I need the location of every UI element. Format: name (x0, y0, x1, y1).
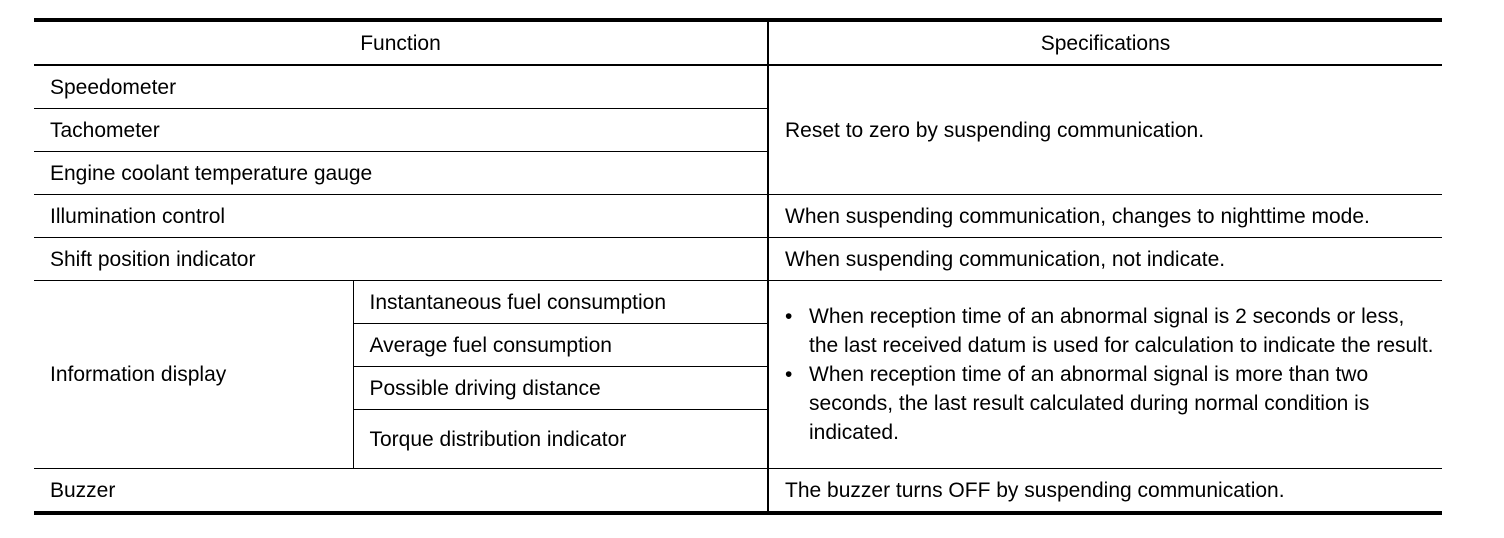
function-speedometer: Speedometer (34, 65, 768, 109)
spec-illumination: When suspending communication, changes to nighttime mode. (768, 195, 1442, 238)
table-row (34, 281, 1442, 324)
bullet-icon: • (785, 363, 793, 386)
table-row (34, 238, 1442, 281)
spec-bullet-list (785, 302, 1442, 447)
list-item (785, 360, 1442, 447)
table-header-row (34, 20, 1442, 65)
table-row (34, 65, 1442, 109)
function-spec-table (34, 18, 1442, 515)
function-buzzer: Buzzer (34, 469, 768, 514)
function-tachometer: Tachometer (34, 109, 768, 152)
function-engine-coolant-gauge: Engine coolant temperature gauge (34, 152, 768, 195)
header-specifications: Specifications (768, 20, 1442, 65)
subfunction-torque-distribution: Torque distribution indicator (353, 410, 768, 469)
function-illumination-control: Illumination control (34, 195, 768, 238)
subfunction-possible-distance: Possible driving distance (353, 367, 768, 410)
spec-bullet-text: When reception time of an abnormal signal is 2 seconds or less, the last received datum is used for calculation to indicate the result. (809, 305, 1434, 357)
subfunction-average-fuel: Average fuel consumption (353, 324, 768, 367)
spec-buzzer: The buzzer turns OFF by suspending communication. (768, 469, 1442, 514)
table-row (34, 469, 1442, 514)
function-shift-position-indicator: Shift position indicator (34, 238, 768, 281)
spec-bullet-text: When reception time of an abnormal signal is more than two seconds, the last result calculated during normal condition is indicated. (809, 363, 1370, 444)
table-row (34, 195, 1442, 238)
header-function: Function (34, 20, 768, 65)
list-item (785, 302, 1442, 360)
subfunction-instantaneous-fuel: Instantaneous fuel consumption (353, 281, 768, 324)
spec-information-display (768, 281, 1442, 469)
spec-reset-to-zero: Reset to zero by suspending communication. (768, 65, 1442, 195)
bullet-icon: • (785, 305, 793, 328)
spec-shift-position: When suspending communication, not indicate. (768, 238, 1442, 281)
function-information-display: Information display (34, 281, 353, 469)
